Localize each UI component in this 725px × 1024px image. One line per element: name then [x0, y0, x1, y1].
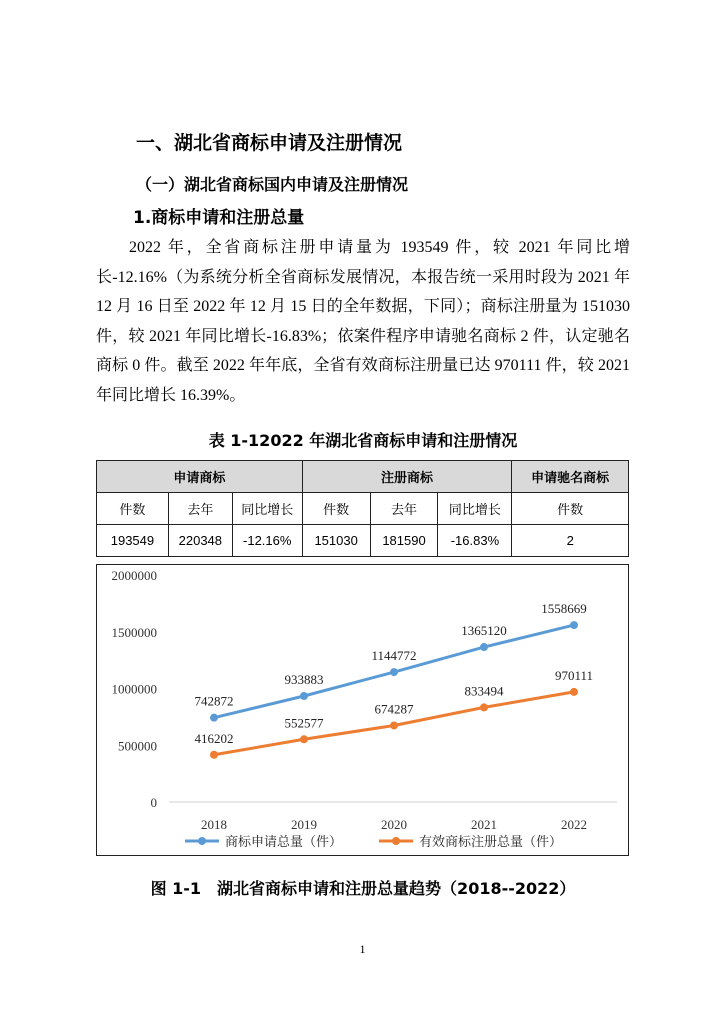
data-label: 833494	[464, 683, 504, 699]
data-label: 1558669	[541, 601, 587, 617]
data-label: 742872	[194, 693, 234, 709]
data-point	[300, 692, 308, 700]
y-tick-label: 1000000	[111, 681, 157, 697]
y-tick-label: 500000	[118, 738, 157, 754]
y-tick-label: 1500000	[111, 624, 157, 640]
table-column-header: 同比增长	[438, 493, 512, 525]
line-chart-frame	[96, 564, 629, 856]
data-point	[480, 643, 488, 651]
x-tick-label: 2021	[471, 817, 497, 832]
sub-subsection-heading: 1.商标申请和注册总量	[133, 208, 305, 228]
y-tick-label: 2000000	[111, 568, 157, 583]
data-point	[210, 751, 218, 759]
data-point	[570, 688, 578, 696]
figure-caption: 图 1-1 湖北省商标申请和注册总量趋势（2018--2022）	[150, 879, 576, 898]
table-cell: 2	[512, 525, 629, 557]
table-column-header: 件数	[302, 493, 370, 525]
section-heading: 一、湖北省商标申请及注册情况	[136, 132, 403, 154]
data-label: 552577	[284, 715, 324, 731]
legend-marker	[392, 837, 400, 845]
data-point	[570, 621, 578, 629]
table-cell: 220348	[168, 525, 232, 557]
table-column-header: 同比增长	[232, 493, 302, 525]
data-point	[210, 714, 218, 722]
data-point	[300, 735, 308, 743]
table-column-header: 件数	[97, 493, 169, 525]
x-tick-label: 2022	[561, 817, 587, 832]
data-label: 416202	[194, 730, 234, 746]
table-cell: 193549	[97, 525, 169, 557]
table-column-header: 去年	[370, 493, 438, 525]
data-label: 1144772	[371, 648, 417, 664]
page-number: 1	[359, 942, 366, 956]
table-group-header: 注册商标	[302, 461, 512, 493]
table-caption: 表 1-12022 年湖北省商标申请和注册情况	[208, 431, 518, 450]
line-chart	[97, 565, 628, 855]
table-cell: 151030	[302, 525, 370, 557]
x-tick-label: 2018	[201, 817, 227, 832]
data-label: 674287	[374, 701, 414, 717]
legend-label: 有效商标注册总量（件）	[419, 834, 563, 849]
table-group-header: 申请商标	[97, 461, 303, 493]
table-group-header: 申请驰名商标	[512, 461, 629, 493]
x-tick-label: 2020	[381, 817, 407, 832]
table-cell: 181590	[370, 525, 438, 557]
table-cell: -16.83%	[438, 525, 512, 557]
legend-marker	[198, 837, 206, 845]
data-point	[480, 703, 488, 711]
table-cell: -12.16%	[232, 525, 302, 557]
data-point	[390, 668, 398, 676]
data-label: 1365120	[461, 623, 507, 639]
data-label: 933883	[284, 672, 324, 688]
subsection-heading: （一）湖北省商标国内申请及注册情况	[136, 175, 409, 194]
legend-label: 商标申请总量（件）	[225, 834, 343, 849]
y-tick-label: 0	[150, 795, 157, 810]
data-label: 970111	[554, 667, 594, 683]
x-tick-label: 2019	[291, 817, 317, 832]
body-paragraph: 2022 年，全省商标注册申请量为 193549 件，较 2021 年同比增长-12.16%（为系统分析全省商标发展情况，本报告统一采用时段为 2021 年 12 月 16 日至 2022 年 12 月 15 日的全年数据，下同）；商标注册量为 151030 件，较 2021 年同比增长-16.83%；依案件程序申请驰名商标 2 件，认定驰名商标 0 件。截至 2022 年年底，全省有效商标注册量已达 970111 件，较 2021 年同比增长 16.39%。	[96, 239, 630, 404]
table-column-header: 去年	[168, 493, 232, 525]
table-column-header: 件数	[512, 493, 629, 525]
trademark-table	[96, 460, 629, 557]
data-point	[390, 721, 398, 729]
